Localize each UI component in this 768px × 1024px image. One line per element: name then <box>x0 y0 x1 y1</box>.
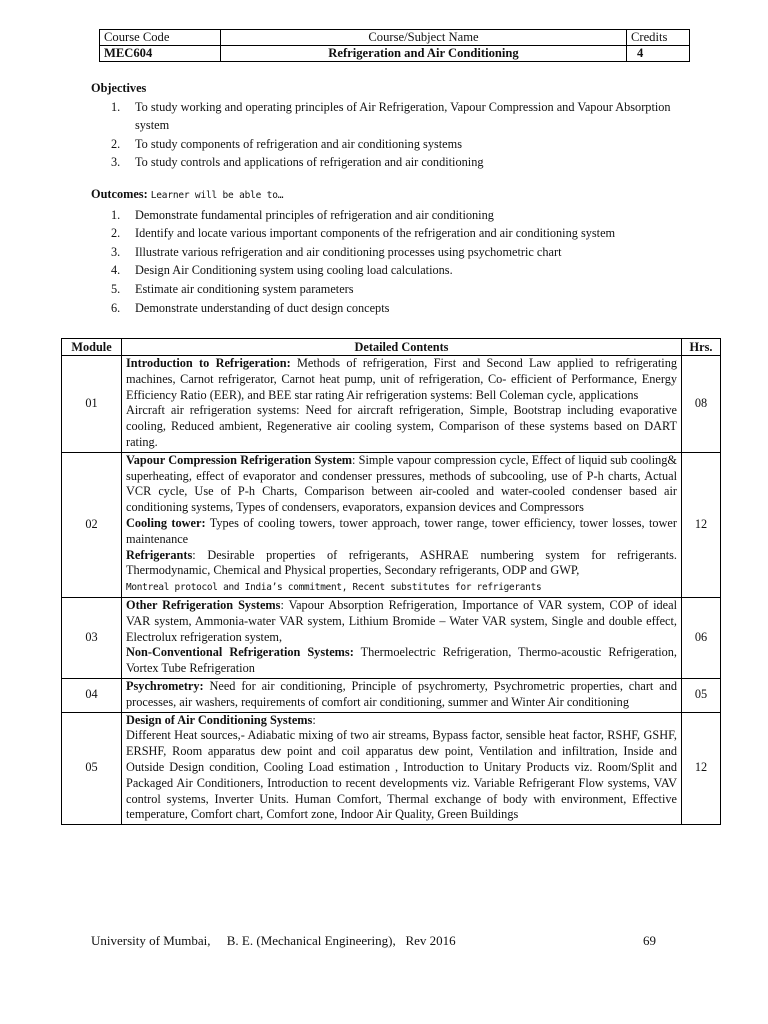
module-hours: 05 <box>682 678 721 712</box>
outcomes-subheading: Learner will be able to… <box>150 190 284 201</box>
module-topic-title: Psychrometry: <box>126 678 204 693</box>
module-topic-text: Need for air conditioning, Principle of psychromerty, Psychrometric properties, chart and processes, air washers, requirements of comfort air conditioning, summer and Winter Air conditioning <box>126 678 677 709</box>
module-paragraph <box>126 713 677 729</box>
course-code: MEC604 <box>100 46 221 62</box>
course-code-header: Course Code <box>100 30 221 46</box>
module-topic-text: Different Heat sources,- Adiabatic mixing of two air streams, Bypass factor, sensible heat factor, RSHF, GSHF, ERSHF, Room apparatus dew point and coil apparatus dew point, Ventilation and infiltration, Inside and Outside Design condition, Cooling Load estimation , Introduction to Unitary Products viz. Room/Split and Packaged Air Conditioners, Introduction to recent developments viz. Variable Refrigerant Flow systems, VAV control systems, Inverter Units. Human Comfort, Thermal exchange of body with environment, Effective temperature, Comfort chart, Comfort zone, Indoor Air Quality, Green Buildings <box>126 728 677 822</box>
objectives-list <box>91 98 691 172</box>
module-row <box>62 356 721 453</box>
module-paragraph <box>126 548 677 596</box>
module-topic-title: Refrigerants <box>126 547 193 562</box>
module-paragraph <box>126 598 677 645</box>
objective-number: 1. <box>111 99 121 114</box>
outcomes-heading: Outcomes: <box>91 187 148 201</box>
module-paragraph <box>126 453 677 516</box>
module-topic-text: Aircraft air refrigeration systems: Need for aircraft refrigeration, Simple, Bootstrap including evaporative cooling, Reduced ambient, Regenerative air cooling system, Comparison of these systems based on DART rating. <box>126 403 677 449</box>
objective-number: 2. <box>111 136 121 151</box>
outcome-number: 3. <box>111 244 121 259</box>
module-number: 03 <box>62 597 122 678</box>
course-info-table <box>99 29 690 62</box>
course-name: Refrigeration and Air Conditioning <box>221 46 627 62</box>
credits-header: Credits <box>627 30 690 46</box>
outcome-item <box>91 299 691 318</box>
hours-column-header: Hrs. <box>682 339 721 356</box>
objectives-heading: Objectives <box>91 81 147 95</box>
module-number: 01 <box>62 356 122 453</box>
objective-text: To study controls and applications of refrigeration and air conditioning <box>135 155 484 170</box>
outcome-text: Demonstrate fundamental principles of refrigeration and air conditioning <box>135 207 494 222</box>
page-number: 69 <box>643 933 656 948</box>
module-topic-title: Non-Conventional Refrigeration Systems: <box>126 645 354 660</box>
module-topic-title: Introduction to Refrigeration: <box>126 356 291 370</box>
objectives-section <box>91 79 691 172</box>
objective-text: To study working and operating principles of Air Refrigeration, Vapour Compression and Vapour Absorption system <box>135 99 671 133</box>
module-topic-title: Vapour Compression Refrigeration System <box>126 452 353 467</box>
module-paragraph <box>126 516 677 548</box>
module-paragraph <box>126 645 677 677</box>
outcome-item <box>91 206 691 225</box>
module-topic-title: Other Refrigeration Systems <box>126 597 281 612</box>
module-contents <box>122 712 682 825</box>
outcome-text: Identify and locate various important components of the refrigeration and air conditioning system <box>135 226 616 241</box>
module-row <box>62 678 721 712</box>
module-hours: 08 <box>682 356 721 453</box>
outcome-number: 2. <box>111 226 121 241</box>
module-topic-text: : Simple vapour compression cycle, Effect of liquid sub cooling& superheating, effect of evaporator and condenser pressures, methods of subcooling, use of P-h charts, Actual VCR cycle, Use of P-h Charts, Comparison between air-cooled and water-cooled condenser based air conditioning systems, Types of condensers, evaporators, expansion devices and Compressors <box>126 452 677 515</box>
footer-university: University of Mumbai, B. E. (Mechanical Engineering), Rev 2016 <box>91 933 456 948</box>
course-header-row <box>100 30 690 46</box>
module-paragraph <box>126 356 677 403</box>
module-topic-text: : Vapour Absorption Refrigeration, Importance of VAR system, COP of ideal VAR system, Ammonia-water VAR system, Lithium Bromide – Water VAR system, Single and double effect, Electrolux refrigeration system, <box>126 597 677 644</box>
outcome-number: 1. <box>111 207 121 222</box>
module-contents <box>122 452 682 597</box>
module-topic-text: : <box>312 712 316 727</box>
outcome-text: Illustrate various refrigeration and air conditioning processes using psychometric chart <box>135 244 562 259</box>
outcome-text: Demonstrate understanding of duct design concepts <box>135 300 390 315</box>
module-row <box>62 712 721 825</box>
objective-item <box>91 98 691 135</box>
objective-item <box>91 153 691 172</box>
module-contents <box>122 356 682 453</box>
objective-number: 3. <box>111 155 121 170</box>
outcome-text: Estimate air conditioning system parameters <box>135 281 354 296</box>
outcomes-section <box>91 185 691 317</box>
course-value-row <box>100 46 690 62</box>
outcome-item <box>91 261 691 280</box>
outcome-number: 4. <box>111 263 121 278</box>
module-paragraph <box>126 403 677 450</box>
module-paragraph <box>126 679 677 711</box>
module-hours: 12 <box>682 712 721 825</box>
outcome-number: 5. <box>111 281 121 296</box>
module-column-header: Module <box>62 339 122 356</box>
module-contents <box>122 678 682 712</box>
objective-text: To study components of refrigeration and air conditioning systems <box>135 136 462 151</box>
outcome-text: Design Air Conditioning system using cooling load calculations. <box>135 263 453 278</box>
contents-column-header: Detailed Contents <box>122 339 682 356</box>
outcome-item <box>91 224 691 243</box>
outcome-number: 6. <box>111 300 121 315</box>
module-table <box>61 338 721 825</box>
module-paragraph <box>126 728 677 823</box>
objective-item <box>91 135 691 154</box>
module-topic-text: Methods of refrigeration, First and Second Law applied to refrigerating machines, Carnot refrigerator, Carnot heat pump, unit of refrigeration, Co- efficient of Performance, Energy Efficiency Ratio (EER), and BEE star rating Air refrigeration systems: Bell Coleman cycle, applications <box>126 356 677 402</box>
outcomes-list <box>91 206 691 318</box>
module-topic-text: Montreal protocol and India’s commitment, Recent substitutes for refrigerants <box>126 582 542 594</box>
module-number: 05 <box>62 712 122 825</box>
outcomes-heading-line <box>91 185 691 206</box>
module-topic-title: Cooling tower: <box>126 515 206 530</box>
module-topic-text: Thermoelectric Refrigeration, Thermo-acoustic Refrigeration, Vortex Tube Refrigeration <box>126 645 677 676</box>
module-row <box>62 597 721 678</box>
module-number: 02 <box>62 452 122 597</box>
course-credits: 4 <box>627 46 690 62</box>
module-contents <box>122 597 682 678</box>
outcome-item <box>91 243 691 262</box>
course-name-header: Course/Subject Name <box>221 30 627 46</box>
module-topic-text: Types of cooling towers, tower approach, tower range, tower efficiency, tower losses, tower maintenance <box>126 515 677 546</box>
module-number: 04 <box>62 678 122 712</box>
module-table-header <box>62 339 721 356</box>
module-topic-title: Design of Air Conditioning Systems <box>126 712 313 727</box>
module-topic-text: : Desirable properties of refrigerants, ASHRAE numbering system for refrigerants. Thermodynamic, Chemical and Physical properties, Secondary refrigerants, ODP and GWP, <box>126 547 677 578</box>
module-hours: 06 <box>682 597 721 678</box>
module-hours: 12 <box>682 452 721 597</box>
outcome-item <box>91 280 691 299</box>
module-row <box>62 452 721 597</box>
